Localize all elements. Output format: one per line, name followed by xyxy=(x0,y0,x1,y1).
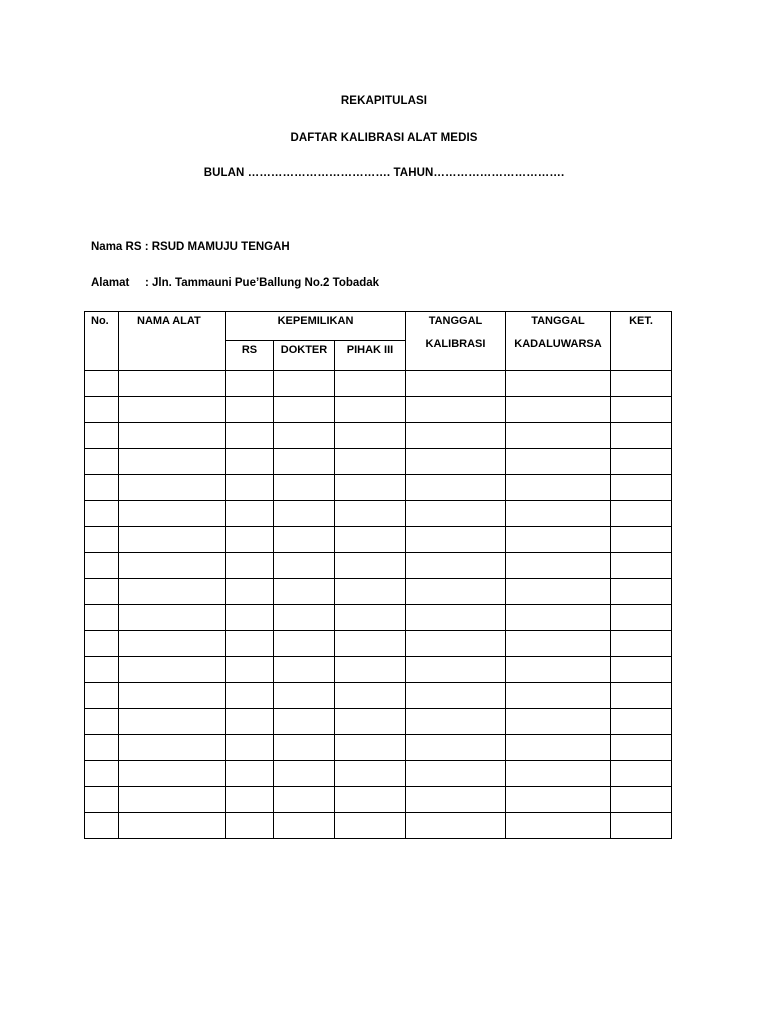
header-dokter: DOKTER xyxy=(274,341,335,371)
cell-tanggal-kadaluwarsa xyxy=(506,501,611,527)
cell-rs xyxy=(226,787,274,813)
cell-ket xyxy=(611,371,672,397)
cell-tanggal-kalibrasi xyxy=(406,553,506,579)
table-row xyxy=(85,501,672,527)
cell-pihak-iii xyxy=(335,475,406,501)
cell-ket xyxy=(611,813,672,839)
cell-tanggal-kadaluwarsa xyxy=(506,553,611,579)
cell-pihak-iii xyxy=(335,761,406,787)
cell-rs xyxy=(226,423,274,449)
cell-no xyxy=(85,709,119,735)
header-ket: KET. xyxy=(611,312,672,371)
table-row xyxy=(85,813,672,839)
cell-nama-alat xyxy=(119,527,226,553)
cell-dokter xyxy=(274,475,335,501)
header-nama-alat: NAMA ALAT xyxy=(119,312,226,371)
cell-tanggal-kadaluwarsa xyxy=(506,813,611,839)
cell-rs xyxy=(226,501,274,527)
cell-nama-alat xyxy=(119,605,226,631)
cell-dokter xyxy=(274,761,335,787)
cell-pihak-iii xyxy=(335,605,406,631)
cell-tanggal-kalibrasi xyxy=(406,813,506,839)
address-label: Alamat xyxy=(91,277,130,289)
cell-tanggal-kalibrasi xyxy=(406,475,506,501)
table-row xyxy=(85,605,672,631)
cell-no xyxy=(85,553,119,579)
cell-no xyxy=(85,397,119,423)
cell-ket xyxy=(611,787,672,813)
cell-nama-alat xyxy=(119,813,226,839)
cell-tanggal-kalibrasi xyxy=(406,579,506,605)
cell-nama-alat xyxy=(119,501,226,527)
cell-nama-alat xyxy=(119,709,226,735)
cell-ket xyxy=(611,605,672,631)
cell-nama-alat xyxy=(119,787,226,813)
cell-ket xyxy=(611,657,672,683)
cell-ket xyxy=(611,501,672,527)
cell-tanggal-kalibrasi xyxy=(406,735,506,761)
cell-no xyxy=(85,449,119,475)
cell-ket xyxy=(611,735,672,761)
cell-nama-alat xyxy=(119,683,226,709)
cell-tanggal-kalibrasi xyxy=(406,501,506,527)
cell-no xyxy=(85,371,119,397)
cell-no xyxy=(85,423,119,449)
table-row xyxy=(85,423,672,449)
cell-pihak-iii xyxy=(335,709,406,735)
table-row xyxy=(85,371,672,397)
cell-pihak-iii xyxy=(335,501,406,527)
cell-tanggal-kalibrasi xyxy=(406,631,506,657)
cell-rs xyxy=(226,735,274,761)
cell-nama-alat xyxy=(119,579,226,605)
cell-tanggal-kadaluwarsa xyxy=(506,657,611,683)
cell-nama-alat xyxy=(119,397,226,423)
cell-rs xyxy=(226,657,274,683)
cell-dokter xyxy=(274,787,335,813)
cell-no xyxy=(85,605,119,631)
cell-tanggal-kadaluwarsa xyxy=(506,761,611,787)
header-tanggal-kalibrasi-line1: TANGGAL xyxy=(428,315,483,327)
cell-rs xyxy=(226,527,274,553)
cell-rs xyxy=(226,683,274,709)
cell-dokter xyxy=(274,605,335,631)
cell-tanggal-kalibrasi xyxy=(406,605,506,631)
cell-tanggal-kadaluwarsa xyxy=(506,709,611,735)
calibration-table xyxy=(84,311,672,839)
table-row xyxy=(85,657,672,683)
cell-nama-alat xyxy=(119,735,226,761)
cell-tanggal-kadaluwarsa xyxy=(506,527,611,553)
cell-tanggal-kalibrasi xyxy=(406,787,506,813)
table-body xyxy=(85,371,672,839)
cell-pihak-iii xyxy=(335,371,406,397)
cell-tanggal-kadaluwarsa xyxy=(506,397,611,423)
cell-ket xyxy=(611,423,672,449)
cell-tanggal-kadaluwarsa xyxy=(506,423,611,449)
hospital-name-line xyxy=(91,241,290,253)
cell-rs xyxy=(226,813,274,839)
cell-pihak-iii xyxy=(335,787,406,813)
cell-no xyxy=(85,735,119,761)
cell-pihak-iii xyxy=(335,683,406,709)
document-subtitle: DAFTAR KALIBRASI ALAT MEDIS xyxy=(290,132,478,144)
cell-tanggal-kalibrasi xyxy=(406,423,506,449)
cell-pihak-iii xyxy=(335,449,406,475)
cell-tanggal-kadaluwarsa xyxy=(506,475,611,501)
cell-ket xyxy=(611,527,672,553)
cell-tanggal-kalibrasi xyxy=(406,397,506,423)
header-tanggal-kalibrasi-line2: KALIBRASI xyxy=(425,338,486,350)
hospital-name-label: Nama RS xyxy=(91,241,142,253)
address-value: : Jln. Tammauni Pue’Ballung No.2 Tobadak xyxy=(145,277,380,289)
table-row xyxy=(85,631,672,657)
cell-dokter xyxy=(274,397,335,423)
cell-rs xyxy=(226,449,274,475)
cell-no xyxy=(85,761,119,787)
table-row xyxy=(85,709,672,735)
header-kepemilikan: KEPEMILIKAN xyxy=(226,312,406,341)
cell-pihak-iii xyxy=(335,423,406,449)
cell-dokter xyxy=(274,709,335,735)
cell-dokter xyxy=(274,423,335,449)
cell-rs xyxy=(226,761,274,787)
cell-pihak-iii xyxy=(335,631,406,657)
cell-rs xyxy=(226,397,274,423)
cell-dokter xyxy=(274,553,335,579)
cell-dokter xyxy=(274,683,335,709)
cell-ket xyxy=(611,553,672,579)
cell-dokter xyxy=(274,501,335,527)
cell-tanggal-kalibrasi xyxy=(406,449,506,475)
cell-dokter xyxy=(274,735,335,761)
cell-rs xyxy=(226,631,274,657)
table-row xyxy=(85,475,672,501)
cell-rs xyxy=(226,371,274,397)
cell-dokter xyxy=(274,657,335,683)
cell-nama-alat xyxy=(119,657,226,683)
cell-tanggal-kalibrasi xyxy=(406,683,506,709)
address-line xyxy=(91,277,379,289)
cell-no xyxy=(85,579,119,605)
cell-pihak-iii xyxy=(335,813,406,839)
header-tanggal-kalibrasi xyxy=(406,312,506,371)
cell-ket xyxy=(611,631,672,657)
header-tanggal-kadaluwarsa xyxy=(506,312,611,371)
cell-pihak-iii xyxy=(335,527,406,553)
cell-tanggal-kalibrasi xyxy=(406,371,506,397)
cell-dokter xyxy=(274,449,335,475)
cell-nama-alat xyxy=(119,761,226,787)
table-row xyxy=(85,787,672,813)
cell-rs xyxy=(226,553,274,579)
cell-tanggal-kadaluwarsa xyxy=(506,449,611,475)
cell-pihak-iii xyxy=(335,735,406,761)
cell-tanggal-kalibrasi xyxy=(406,657,506,683)
header-tanggal-kadaluwarsa-line1: TANGGAL xyxy=(531,315,585,327)
cell-rs xyxy=(226,475,274,501)
cell-ket xyxy=(611,397,672,423)
cell-ket xyxy=(611,579,672,605)
cell-dokter xyxy=(274,579,335,605)
cell-pihak-iii xyxy=(335,579,406,605)
period-line: BULAN ………………………………. TAHUN……………………………. xyxy=(203,167,565,179)
cell-ket xyxy=(611,761,672,787)
header-no: No. xyxy=(85,312,119,371)
table-row xyxy=(85,735,672,761)
cell-tanggal-kalibrasi xyxy=(406,527,506,553)
cell-no xyxy=(85,787,119,813)
cell-tanggal-kadaluwarsa xyxy=(506,735,611,761)
cell-ket xyxy=(611,709,672,735)
cell-dokter xyxy=(274,527,335,553)
cell-nama-alat xyxy=(119,423,226,449)
table-row xyxy=(85,449,672,475)
table-row xyxy=(85,397,672,423)
cell-rs xyxy=(226,709,274,735)
cell-no xyxy=(85,683,119,709)
cell-no xyxy=(85,631,119,657)
cell-dokter xyxy=(274,631,335,657)
cell-tanggal-kadaluwarsa xyxy=(506,631,611,657)
table-row xyxy=(85,579,672,605)
cell-dokter xyxy=(274,813,335,839)
cell-nama-alat xyxy=(119,553,226,579)
cell-rs xyxy=(226,605,274,631)
cell-no xyxy=(85,813,119,839)
cell-no xyxy=(85,657,119,683)
cell-nama-alat xyxy=(119,449,226,475)
cell-pihak-iii xyxy=(335,657,406,683)
cell-tanggal-kadaluwarsa xyxy=(506,605,611,631)
cell-pihak-iii xyxy=(335,397,406,423)
table-row xyxy=(85,553,672,579)
hospital-name-value: : RSUD MAMUJU TENGAH xyxy=(144,241,290,253)
cell-tanggal-kadaluwarsa xyxy=(506,683,611,709)
cell-pihak-iii xyxy=(335,553,406,579)
cell-tanggal-kalibrasi xyxy=(406,709,506,735)
header-rs: RS xyxy=(226,341,274,371)
document-title: REKAPITULASI xyxy=(340,95,428,107)
cell-nama-alat xyxy=(119,371,226,397)
table-row xyxy=(85,683,672,709)
cell-nama-alat xyxy=(119,475,226,501)
cell-tanggal-kalibrasi xyxy=(406,761,506,787)
cell-no xyxy=(85,475,119,501)
cell-ket xyxy=(611,449,672,475)
cell-dokter xyxy=(274,371,335,397)
table-row xyxy=(85,527,672,553)
cell-ket xyxy=(611,683,672,709)
cell-rs xyxy=(226,579,274,605)
table-row xyxy=(85,761,672,787)
cell-tanggal-kadaluwarsa xyxy=(506,787,611,813)
cell-no xyxy=(85,501,119,527)
cell-tanggal-kadaluwarsa xyxy=(506,371,611,397)
cell-ket xyxy=(611,475,672,501)
cell-tanggal-kadaluwarsa xyxy=(506,579,611,605)
cell-nama-alat xyxy=(119,631,226,657)
cell-no xyxy=(85,527,119,553)
header-pihak-iii: PIHAK III xyxy=(335,341,406,371)
header-tanggal-kadaluwarsa-line2: KADALUWARSA xyxy=(514,338,602,350)
